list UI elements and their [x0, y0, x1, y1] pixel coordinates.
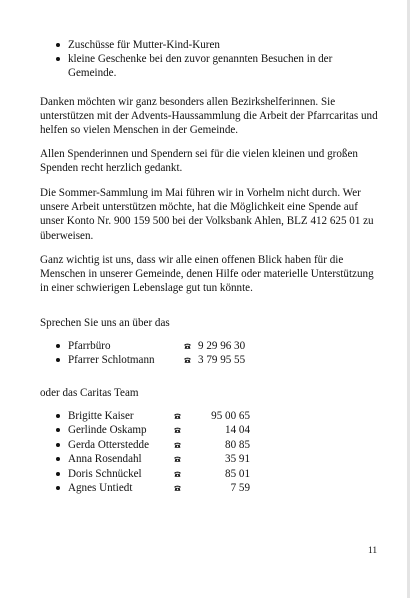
contact-phone: 3 79 95 55 [198, 354, 246, 367]
telephone-icon [174, 471, 181, 477]
contact-name: Pfarrbüro [68, 340, 111, 352]
contact-phone: 35 91 [225, 453, 250, 466]
telephone-icon [184, 357, 191, 363]
contact-intro: Sprechen Sie uns an über das [40, 317, 170, 329]
paragraph-donors: Allen Spenderinnen und Spendern sei für die vielen kleinen und großen Spenden recht herzlich gedankt. [40, 148, 358, 175]
contact-name: Brigitte Kaiser [68, 410, 134, 422]
contact-phone: 7 59 [230, 481, 250, 494]
paragraph-awareness: Ganz wichtig ist uns, dass wir alle einen offenen Blick haben für die Menschen in unserer Gemeinde, denen Hilfe oder materielle Unterstützung in einer schwierigen Lebenslage gut tun könnte. [40, 254, 374, 295]
contact-phone: 95 00 65 [211, 410, 250, 422]
telephone-icon [174, 413, 181, 419]
telephone-icon [174, 427, 181, 433]
telephone-icon [174, 442, 181, 448]
page-number: 11 [368, 546, 378, 556]
contact-name: Gerlinde Oskamp [68, 424, 147, 437]
contact-name: Agnes Untiedt [68, 481, 133, 494]
contact-phone: 85 01 [225, 467, 250, 480]
paragraph-collection: Die Sommer-Sammlung im Mai führen wir in Vorhelm nicht durch. Wer unsere Arbeit unterstützen möchte, hat die Möglichkeit eine Spende auf unser Konto Nr. 900 159 500 bei der Volksbank Ahlen, BLZ 412 625 01 zu überweisen. [40, 187, 374, 242]
telephone-icon [174, 456, 181, 462]
contact-name: Doris Schnückel [68, 467, 142, 480]
contact-name: Pfarrer Schlotmann [68, 354, 155, 367]
top-bullet-list [56, 38, 376, 81]
contact-phone: 80 85 [225, 438, 250, 451]
paragraph-thanks: Danken möchten wir ganz besonders allen Bezirkshelferinnen. Sie unterstützen mit der Advents-Haussammlung die Arbeit der Pfarrcaritas und helfen so vielen Menschen in der Gemeinde. [40, 96, 378, 137]
telephone-icon [184, 343, 191, 349]
contact-phone: 14 04 [225, 424, 250, 437]
contact-name: Gerda Otterstedde [68, 438, 150, 451]
telephone-icon [174, 485, 181, 491]
contact-name: Anna Rosendahl [68, 453, 142, 466]
list-item: kleine Geschenke bei den zuvor genannten Besuchen in der Gemeinde. [56, 52, 376, 80]
contact-phone: 9 29 96 30 [198, 340, 246, 352]
list-item: Zuschüsse für Mutter-Kind-Kuren [56, 38, 376, 52]
team-intro: oder das Caritas Team [40, 387, 139, 399]
